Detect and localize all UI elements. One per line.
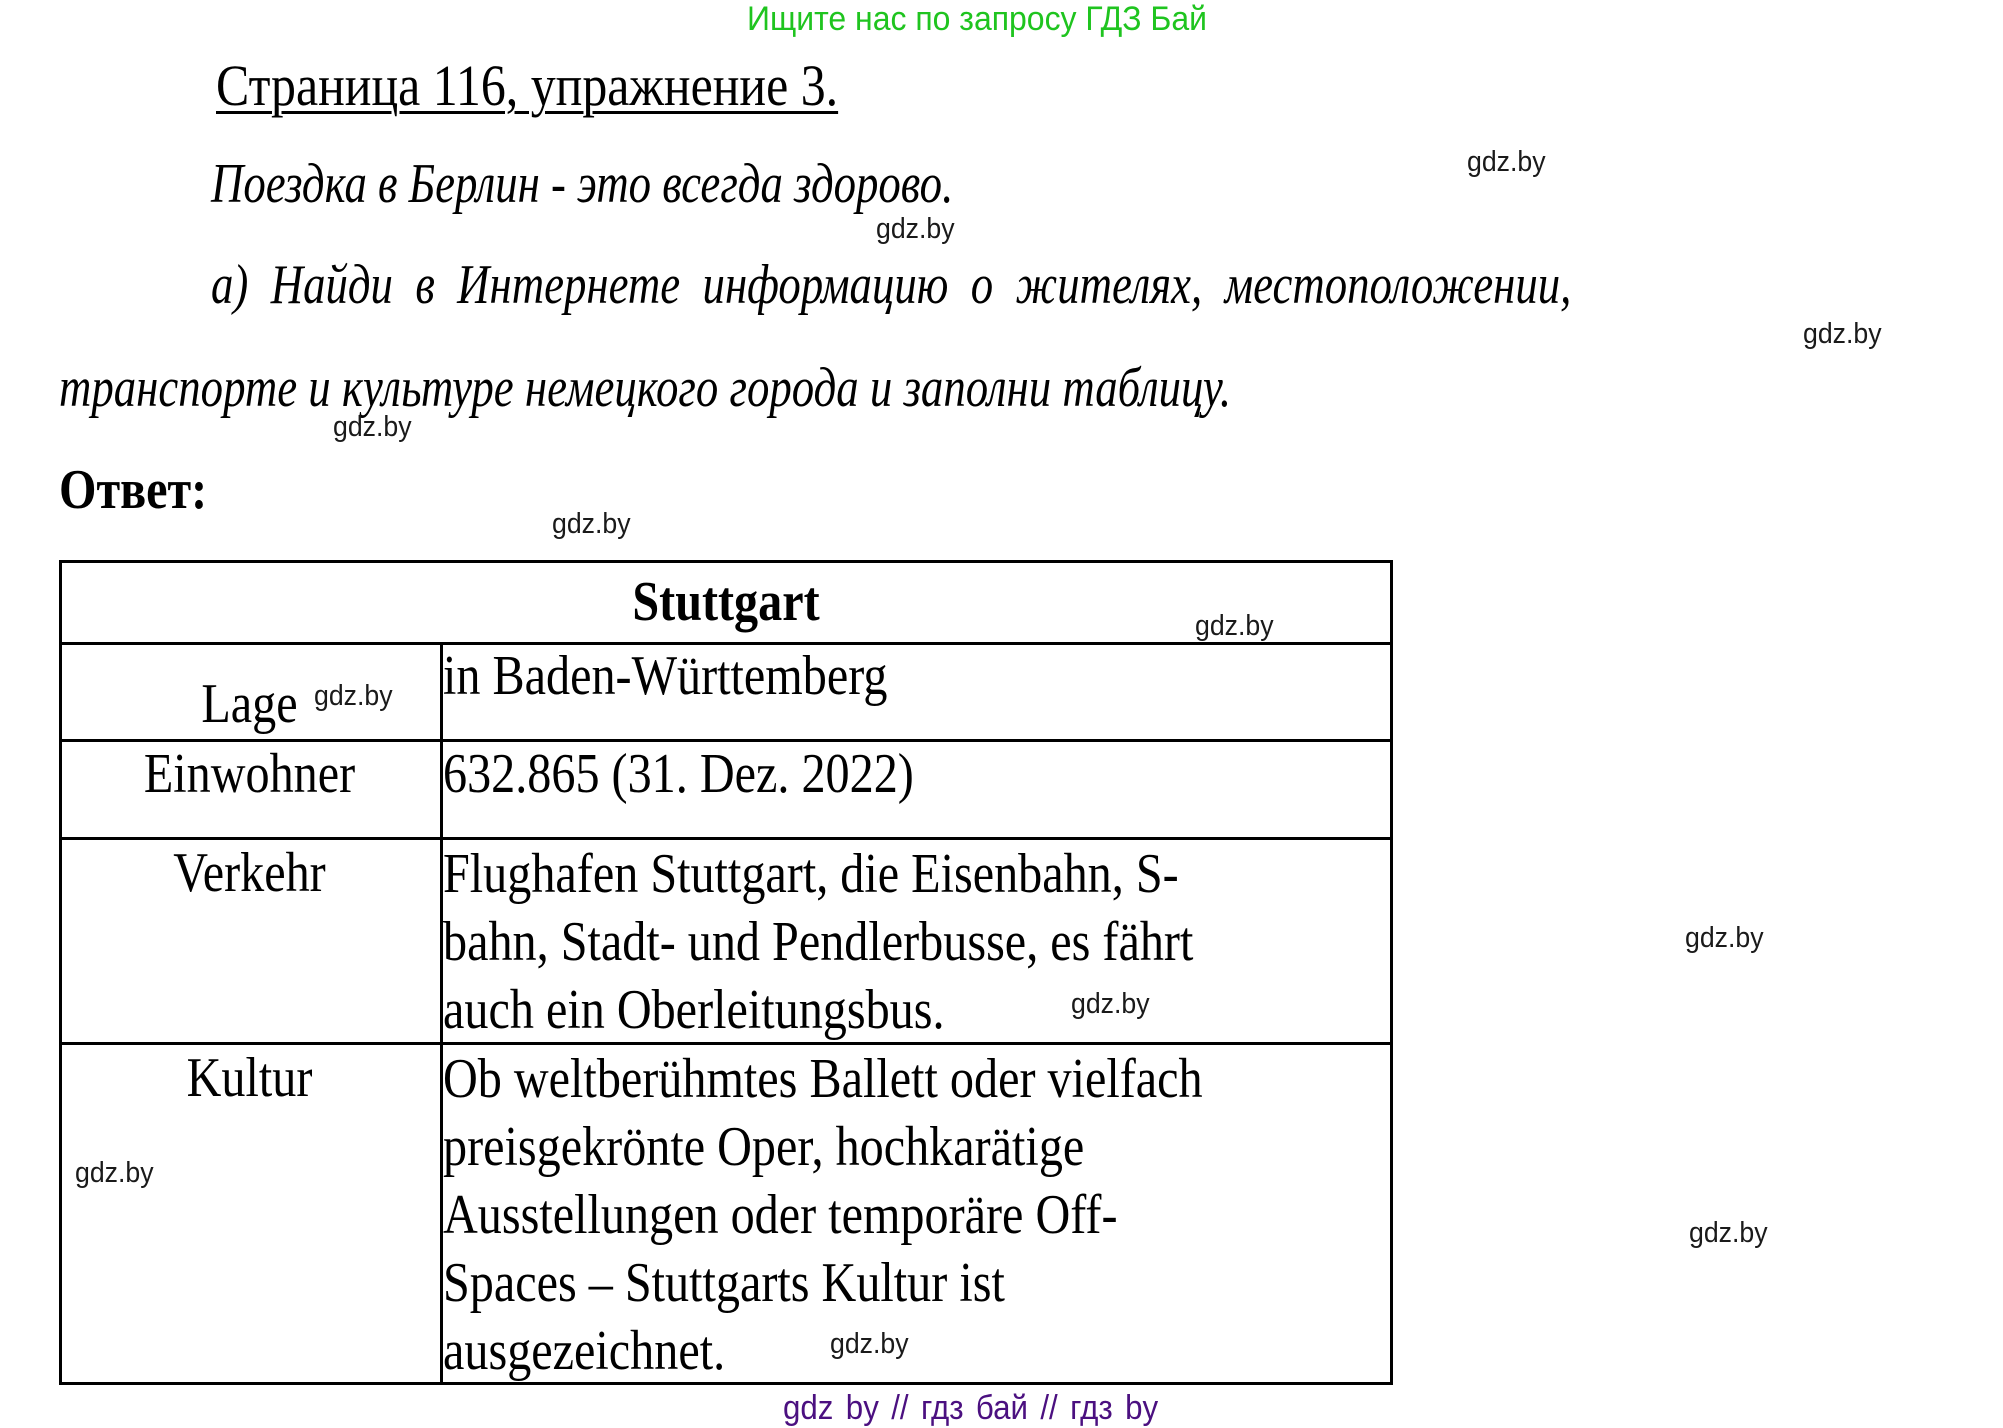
watermark: gdz.by <box>314 680 393 712</box>
task-line-1: а) Найди в Интернете информацию о жителях, местоположении, <box>211 254 1572 316</box>
promo-banner: Ищите нас по запросу ГДЗ Бай <box>747 0 1208 38</box>
cell-line: 632.865 (31. Dez. 2022) <box>443 743 914 805</box>
task-line-2: транспорте и культуре немецкого города и заполни таблицу. <box>59 357 1232 419</box>
watermark: gdz.by <box>1467 146 1546 178</box>
table-cell-einwohner <box>443 740 914 808</box>
row-label-text: Einwohner <box>143 743 356 805</box>
table-row-label-einwohner <box>86 742 414 806</box>
watermark: gdz.by <box>1685 922 1764 954</box>
watermark: gdz.by <box>1071 988 1150 1020</box>
cell-line: Ob weltberühmtes Ballett oder vielfach <box>443 1048 1203 1110</box>
answer-heading: Ответ: <box>59 459 208 521</box>
cell-line: Ausstellungen oder temporäre Off- <box>443 1184 1118 1246</box>
watermark: gdz.by <box>1803 318 1882 350</box>
watermark: gdz.by <box>1689 1217 1768 1249</box>
cell-line: Spaces – Stuttgarts Kultur ist <box>443 1252 1005 1314</box>
table-cell-kultur <box>443 1045 1203 1385</box>
watermark: gdz.by <box>552 508 631 540</box>
table-city-header: Stuttgart <box>632 571 820 633</box>
page-title: Страница 116, упражнение 3. <box>216 53 839 118</box>
cell-line: ausgezeichnet. <box>443 1320 726 1382</box>
table-row-label-kultur <box>86 1046 414 1110</box>
cell-line: bahn, Stadt- und Pendlerbusse, es fährt <box>443 911 1194 973</box>
watermark: gdz.by <box>75 1157 154 1189</box>
table-cell-lage <box>443 642 887 710</box>
row-label-text: Verkehr <box>173 842 326 904</box>
row-label-text: Lage <box>201 673 298 735</box>
watermark: gdz.by <box>876 213 955 245</box>
row-label-text: Kultur <box>186 1047 313 1109</box>
cell-line: Flughafen Stuttgart, die Eisenbahn, S- <box>443 843 1179 905</box>
task-intro: Поездка в Берлин - это всегда здорово. <box>211 153 954 215</box>
watermark: gdz.by <box>830 1328 909 1360</box>
footer-watermark: gdz by // гдз бай // гдз by <box>783 1389 1159 1427</box>
cell-line: in Baden-Württemberg <box>443 645 888 707</box>
watermark: gdz.by <box>333 411 412 443</box>
cell-line: preisgekrönte Oper, hochkarätige <box>443 1116 1085 1178</box>
table-row-label-verkehr <box>86 841 414 905</box>
watermark: gdz.by <box>1195 610 1274 642</box>
cell-line: auch ein Oberleitungsbus. <box>443 979 945 1041</box>
